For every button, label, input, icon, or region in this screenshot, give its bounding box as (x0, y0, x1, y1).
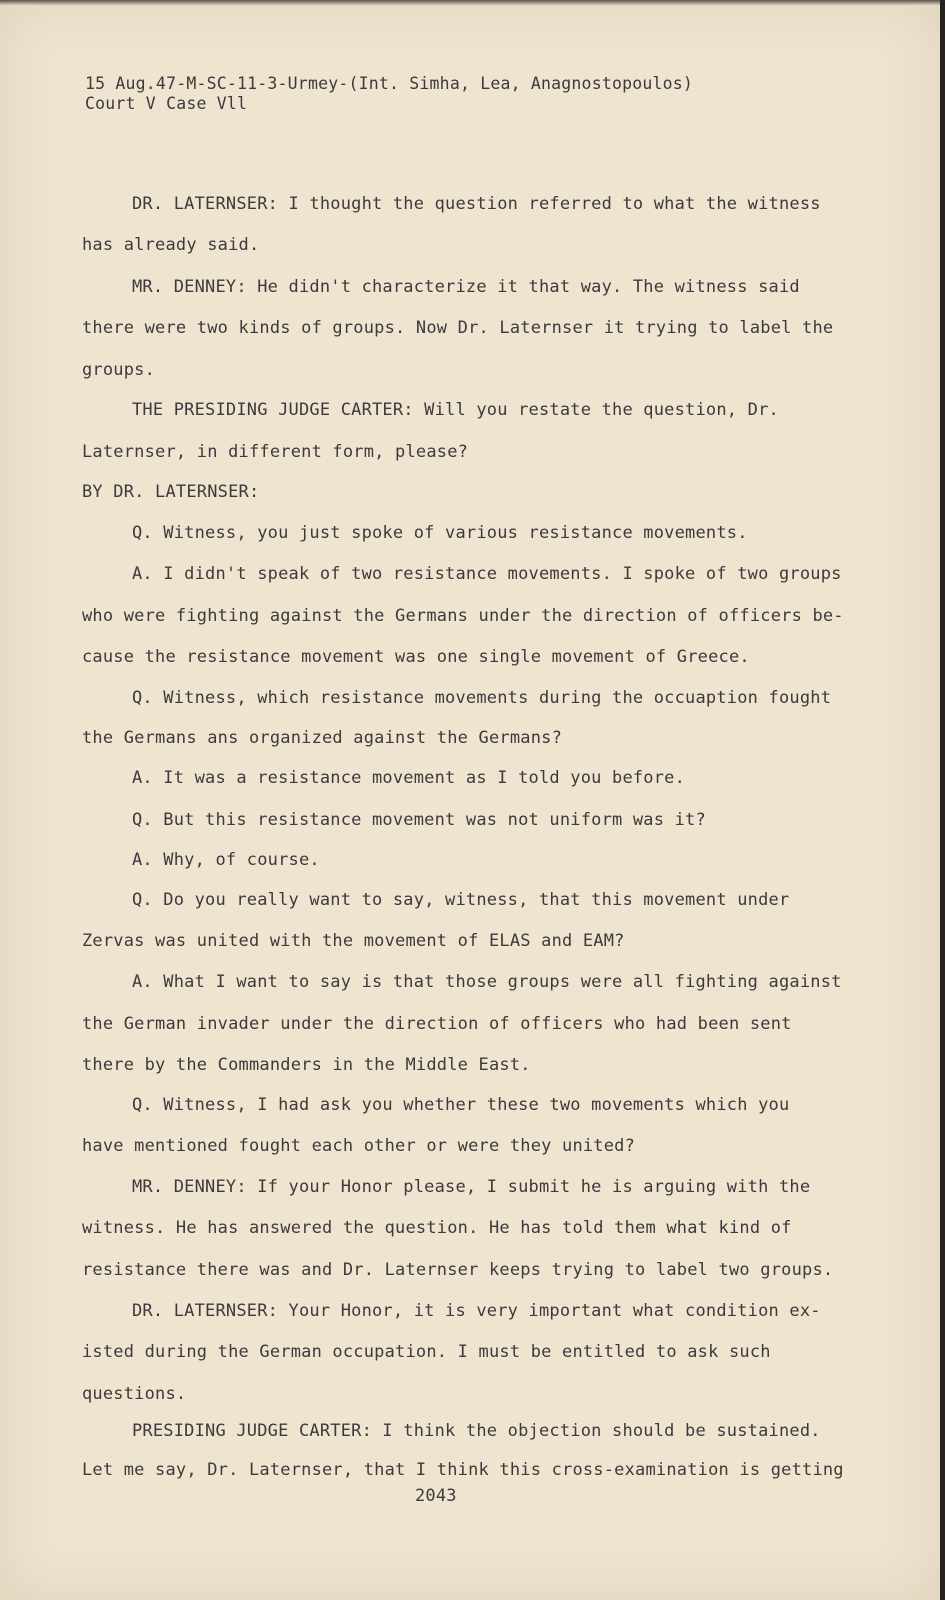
body-line: questions. (82, 1384, 187, 1404)
body-line: DR. LATERNSER: I thought the question referred to what the witness (132, 194, 821, 214)
body-line: the Germans ans organized against the Germans? (82, 728, 563, 748)
body-line: MR. DENNEY: He didn't characterize it that way. The witness said (132, 277, 800, 297)
body-line: PRESIDING JUDGE CARTER: I think the objection should be sustained. (132, 1421, 821, 1441)
body-line: there were two kinds of groups. Now Dr. Laternser it trying to label the (82, 318, 834, 338)
body-line: resistance there was and Dr. Laternser keeps trying to label two groups. (82, 1260, 834, 1280)
body-line: DR. LATERNSER: Your Honor, it is very important what condition ex- (132, 1301, 821, 1321)
header-line-2: Court V Case Vll (85, 94, 248, 113)
body-line: Q. Witness, which resistance movements during the occuaption fought (132, 688, 832, 708)
body-line: Q. Witness, I had ask you whether these two movements which you (132, 1095, 790, 1115)
body-line: Zervas was united with the movement of ELAS and EAM? (82, 931, 625, 951)
body-line: Q. Witness, you just spoke of various resistance movements. (132, 523, 748, 543)
body-line: BY DR. LATERNSER: (82, 482, 260, 502)
page-top-edge (0, 0, 940, 6)
body-line: A. Why, of course. (132, 850, 320, 870)
body-line: A. I didn't speak of two resistance movements. I spoke of two groups (132, 564, 842, 584)
scan-right-edge (940, 0, 945, 1600)
body-line: cause the resistance movement was one single movement of Greece. (82, 647, 750, 667)
body-line: has already said. (82, 235, 260, 255)
body-line: there by the Commanders in the Middle East. (82, 1055, 531, 1075)
body-line: isted during the German occupation. I must be entitled to ask such (82, 1342, 771, 1362)
body-line: witness. He has answered the question. He has told them what kind of (82, 1218, 792, 1238)
body-line: Laternser, in different form, please? (82, 442, 469, 462)
body-line: Q. But this resistance movement was not uniform was it? (132, 810, 706, 830)
page-number: 2043 (415, 1486, 457, 1506)
body-line: who were fighting against the Germans under the direction of officers be- (82, 606, 844, 626)
body-line: A. What I want to say is that those groups were all fighting against (132, 972, 842, 992)
body-line: MR. DENNEY: If your Honor please, I submit he is arguing with the (132, 1177, 811, 1197)
body-line: the German invader under the direction of officers who had been sent (82, 1014, 792, 1034)
body-line: Q. Do you really want to say, witness, that this movement under (132, 890, 790, 910)
body-line: THE PRESIDING JUDGE CARTER: Will you restate the question, Dr. (132, 400, 779, 420)
body-line: A. It was a resistance movement as I told you before. (132, 768, 686, 788)
body-line: Let me say, Dr. Laternser, that I think this cross-examination is getting (82, 1460, 844, 1480)
body-line: groups. (82, 360, 156, 380)
header-line-1: 15 Aug.47-M-SC-11-3-Urmey-(Int. Simha, Lea, Anagnostopoulos) (85, 74, 694, 93)
body-line: have mentioned fought each other or were they united? (82, 1136, 636, 1156)
